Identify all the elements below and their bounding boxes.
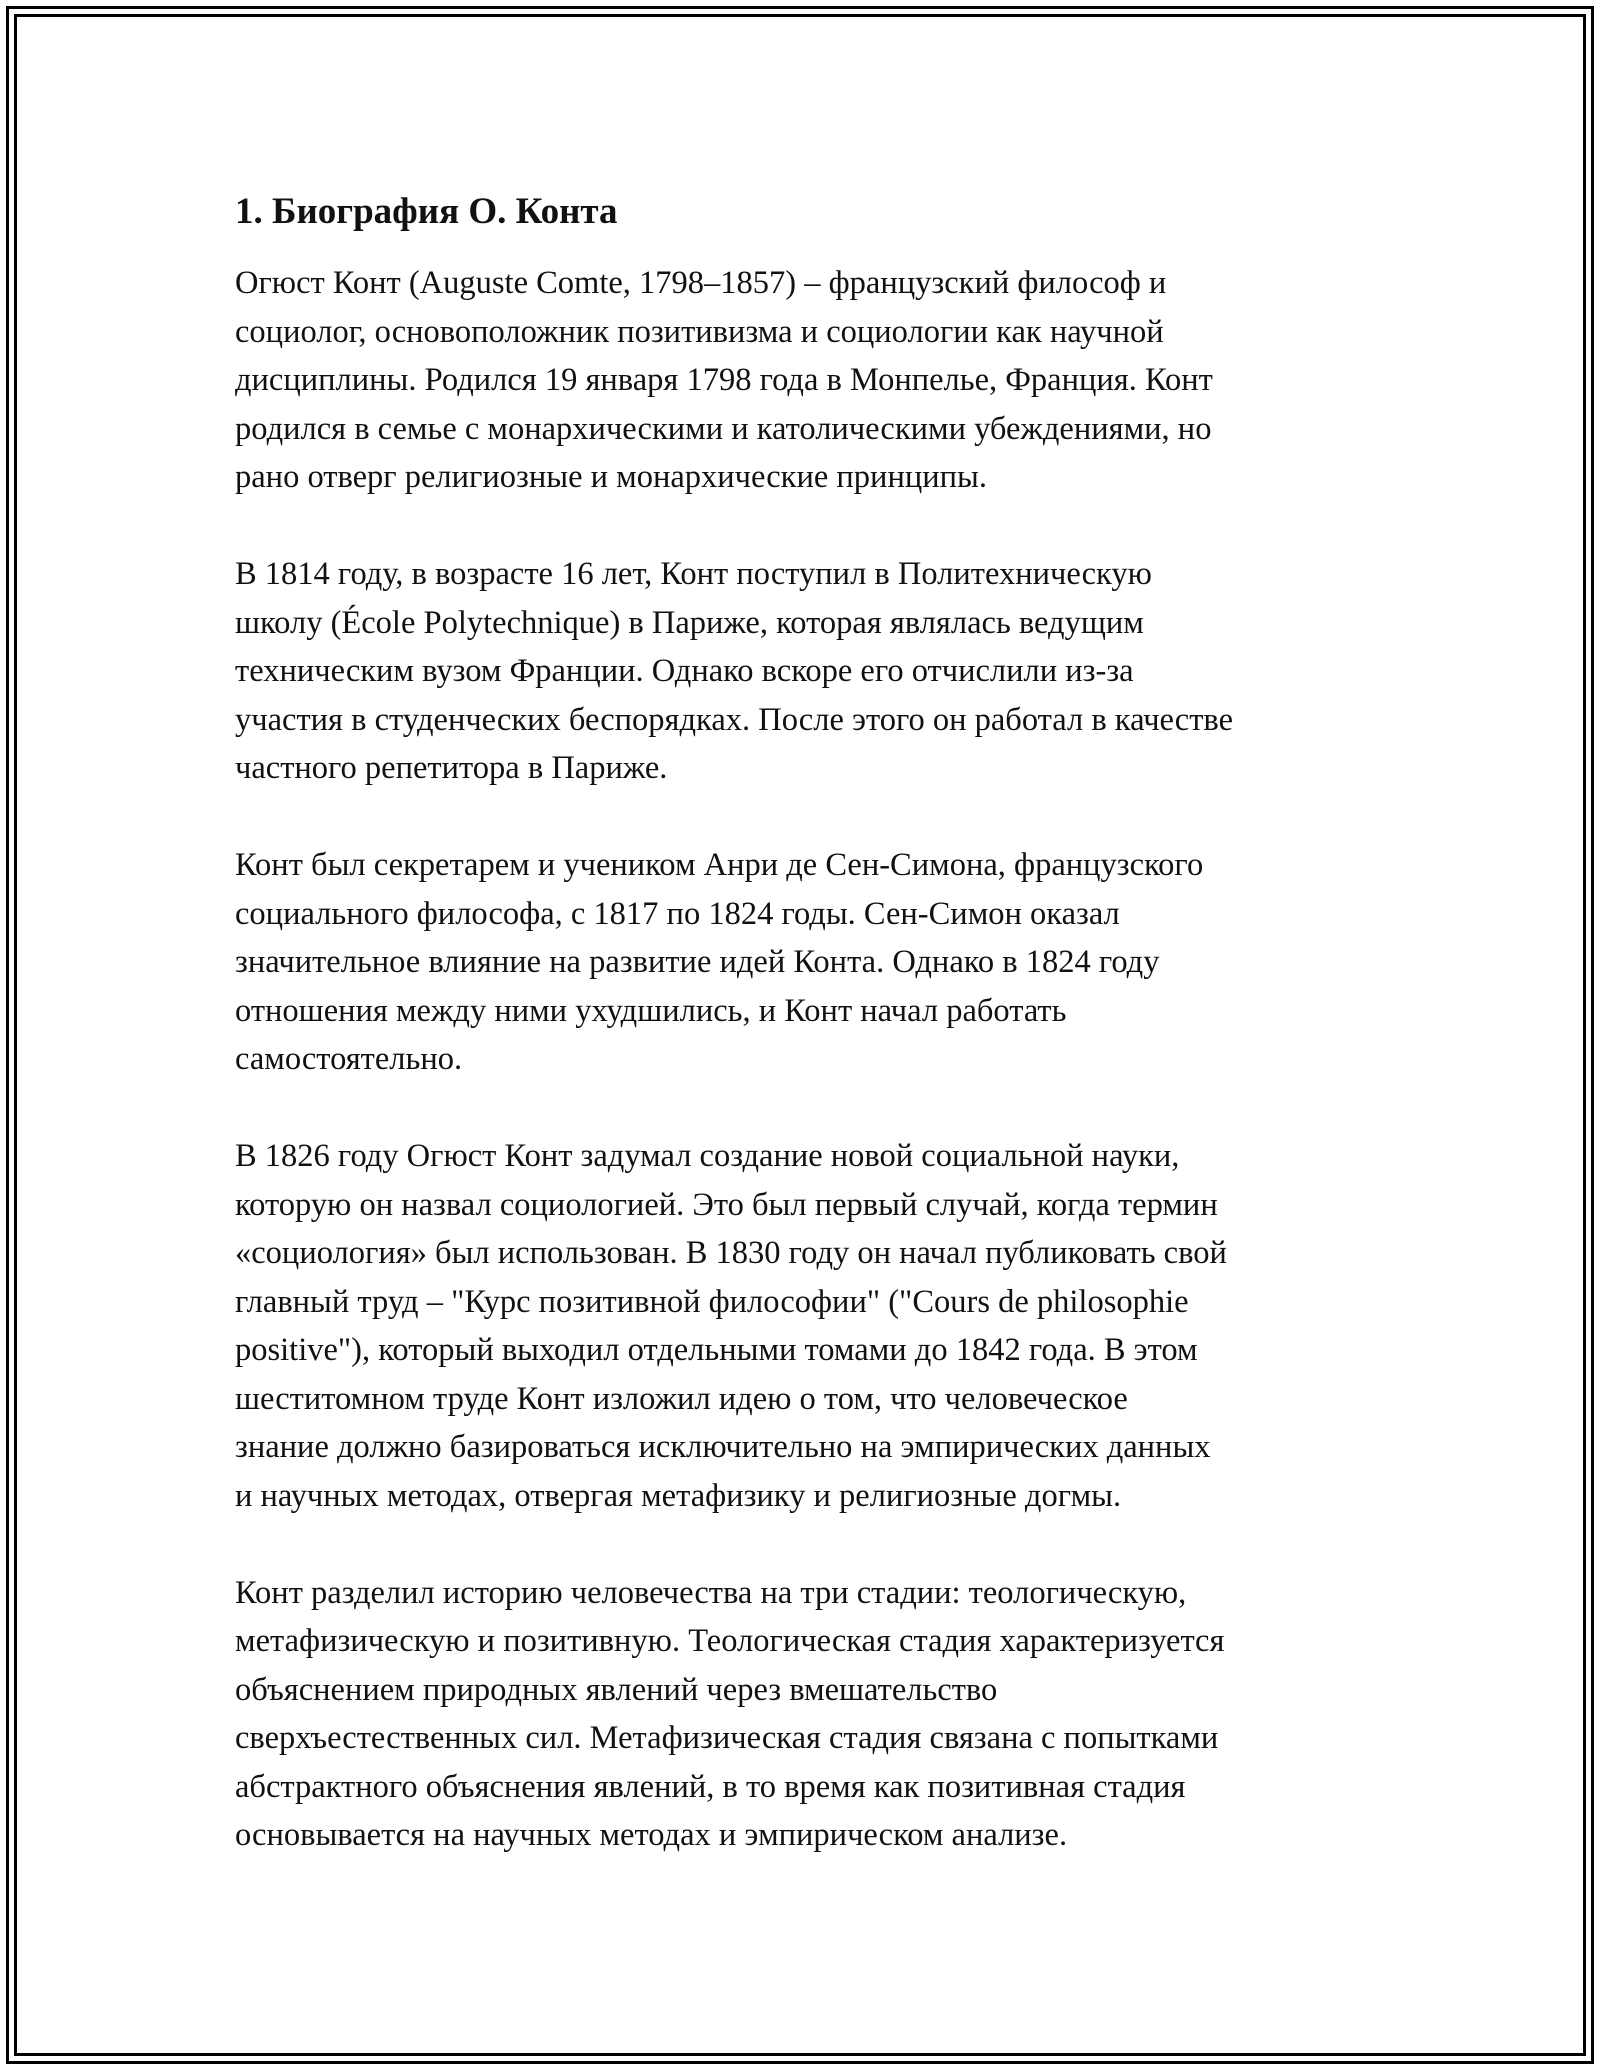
text-line: которую он назвал социологией. Это был первый случай, когда термин [235,1186,1218,1223]
text-line: родился в семье с монархическими и католическими убеждениями, но [235,410,1212,447]
text-line: дисциплины. Родился 19 января 1798 года в Монпелье, Франция. Конт [235,362,1213,398]
paragraph-biography-intro [235,259,1385,502]
paragraph-sociology [235,1132,1385,1520]
text-line: шеститомном труде Конт изложил идею о том, что человеческое [235,1380,1128,1417]
text-line: абстрактного объяснения явлений, в то время как позитивная стадия [235,1768,1186,1805]
text-line: участия в студенческих беспорядках. После этого он работал в качестве [235,701,1233,738]
text-line: отношения между ними ухудшились, и Конт начал работать [235,992,1067,1029]
text-line: техническим вузом Франции. Однако вскоре его отчислили из-за [235,653,1134,689]
text-line: В 1826 году Огюст Конт задумал создание новой социальной науки, [235,1138,1180,1174]
text-line: Конт разделил историю человечества на три стадии: теологическую, [235,1574,1187,1611]
text-line: объяснением природных явлений через вмешательство [235,1671,998,1708]
text-line: рано отверг религиозные и монархические принципы. [235,459,987,495]
text-line: социального философа, с 1817 по 1824 годы. Сен-Симон оказал [235,895,1120,932]
text-line: и научных методах, отвергая метафизику и религиозные догмы. [235,1477,1122,1514]
text-line: «социология» был использован. В 1830 году он начал публиковать свой [235,1235,1227,1271]
text-line: знание должно базироваться исключительно на эмпирических данных [235,1429,1211,1465]
text-line: сверхъестественных сил. Метафизическая стадия связана с попытками [235,1720,1219,1756]
paragraph-polytechnique [235,550,1385,793]
text-line: частного репетитора в Париже. [235,750,668,786]
text-line: основывается на научных методах и эмпирическом анализе. [235,1817,1068,1853]
text-line: метафизическую и позитивную. Теологическая стадия характеризуется [235,1623,1225,1659]
text-line: значительное влияние на развитие идей Конта. Однако в 1824 году [235,944,1160,980]
text-line: Конт был секретарем и учеником Анри де Сен-Симона, французского [235,847,1204,883]
text-line: школу (École Polytechnique) в Париже, которая являлась ведущим [235,604,1144,641]
text-line: Огюст Конт (Auguste Comte, 1798–1857) – французский философ и [235,265,1167,301]
text-line: главный труд – "Курс позитивной философии" ("Cours de philosophie [235,1283,1189,1320]
paragraph-three-stages [235,1569,1385,1860]
paragraph-saint-simon [235,841,1385,1084]
text-line: социолог, основоположник позитивизма и социологии как научной [235,313,1164,350]
text-line: самостоятельно. [235,1041,463,1077]
text-line: positive"), который выходил отдельными томами до 1842 года. В этом [235,1332,1198,1368]
section-heading: 1. Биография О. Конта [235,191,618,232]
text-line: В 1814 году, в возрасте 16 лет, Конт поступил в Политехническую [235,556,1152,592]
document-body [235,187,1385,1908]
